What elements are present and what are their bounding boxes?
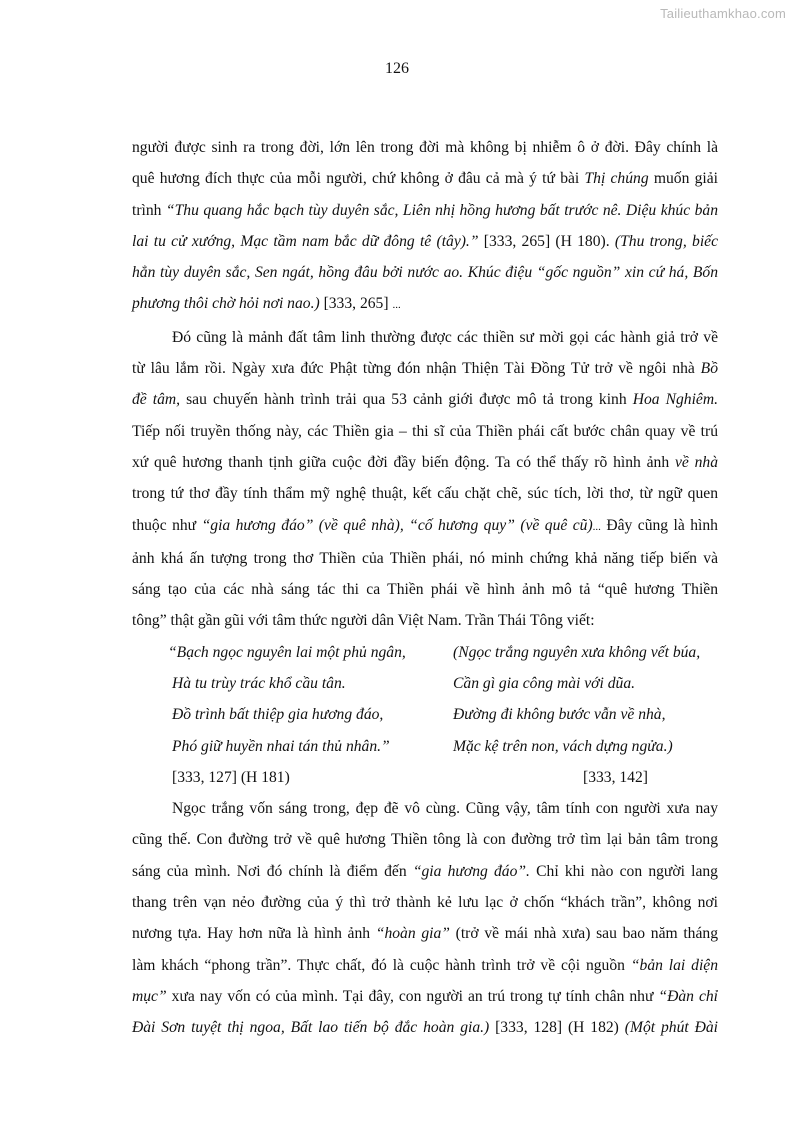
text-line: tông” thật gần gũi với tâm thức người dân Việt Nam. Trần Thái Tông viết: [132, 612, 595, 630]
text-line: thang trên vạn nẻo đường của ý thì trở thành kẻ lưu lạc ở chốn “khách trần”, không nơi [132, 893, 718, 911]
text-line: phương thôi chờ hỏi nơi nao.) [333, 265] ... [132, 295, 401, 313]
poem-line: Đường đi không bước vẫn về nhà, [453, 706, 666, 724]
text-line: trong tứ thơ đầy tính thẩm mỹ nghệ thuật, kết cấu chặt chẽ, súc tích, lời thơ, từ ngữ quen [132, 485, 718, 503]
poem-original [168, 637, 406, 762]
poem-line: Phó giữ huyền nhai tán thủ nhân.” [172, 737, 390, 755]
text-line: lai tu cử xướng, Mạc tầm nam bắc dữ đông tê (tây).” [333, 265] (H 180). (Thu trong, biếc [132, 232, 718, 250]
poem-line: Đồ trình bất thiệp gia hương đáo, [172, 706, 384, 724]
poem-citation-translation: [333, 142] [583, 768, 648, 786]
paragraph-2 [132, 322, 718, 637]
text-line: nương tựa. Hay hơn nữa là hình ảnh “hoàn gia” (trở về mái nhà xưa) sau bao năm tháng [132, 925, 718, 943]
poem-line: “Bạch ngọc nguyên lai một phủ ngân, [168, 643, 406, 661]
text-line: đề tâm, sau chuyến hành trình trải qua 53 cảnh giới được mô tả trong kinh Hoa Nghiêm. [132, 391, 719, 409]
document-body [132, 132, 718, 1043]
page-number: 126 [385, 60, 409, 77]
paragraph-3 [132, 793, 718, 1043]
text-line: Ngọc trắng vốn sáng trong, đẹp đẽ vô cùng. Cũng vậy, tâm tính con người xưa nay [172, 800, 718, 818]
text-line: xứ quê hương thanh tịnh giữa cuộc đời đầy biến động. Ta có thể thấy rõ hình ảnh về nhà [132, 453, 718, 471]
poem-citation-original: [333, 127] (H 181) [172, 768, 290, 786]
text-line: Đài Sơn tuyệt thị ngoa, Bất lao tiến bộ đắc hoàn gia.) [333, 128] (H 182) (Một phút Đài [132, 1019, 718, 1037]
text-line: Đó cũng là mảnh đất tâm linh thường được các thiền sư mời gọi các hành giả trở về [172, 328, 718, 346]
poem-line: Mặc kệ trên non, vách dựng ngửa.) [453, 737, 673, 755]
poem-references [132, 762, 718, 793]
text-line: ảnh khá ấn tượng trong thơ Thiền của Thiền phái, nó minh chứng khả năng tiếp biến và [132, 549, 718, 567]
text-line: từ lâu lắm rồi. Ngày xưa đức Phật từng đón nhận Thiện Tài Đồng Tử trở về ngôi nhà Bồ [132, 360, 718, 378]
text-line: mục” xưa nay vốn có của mình. Tại đây, con người an trú trong tự tính chân như “Đàn chỉ [132, 987, 718, 1005]
text-line: thuộc như “gia hương đáo” (về quê nhà), “cố hương quy” (về quê cũ)... Đây cũng là hình [132, 516, 718, 534]
text-line: quê hương đích thực của mỗi người, chứ không ở đâu cả mà ý tứ bài Thị chúng muốn giải [132, 170, 718, 188]
poem-translation [453, 637, 700, 762]
watermark: Tailieuthamkhao.com [660, 6, 786, 21]
text-line: sáng của mình. Nơi đó chính là điểm đến “gia hương đáo”. Chỉ khi nào con người lang [132, 862, 718, 880]
text-line: sáng tạo của các nhà sáng tác thi ca Thiền phái về hình ảnh mô tả “quê hương Thiền [132, 581, 718, 599]
text-line: cũng thế. Con đường trở về quê hương Thiền tông là con đường trở tìm lại bản tâm trong [132, 831, 718, 849]
poem-line: (Ngọc trắng nguyên xưa không vết búa, [453, 643, 701, 661]
text-line: làm khách “phong trần”. Thực chất, đó là cuộc hành trình trở về cội nguồn “bản lai diện [132, 956, 719, 974]
text-line: hẳn tùy duyên sắc, Sen ngát, hồng đâu bởi nước ao. Khúc điệu “gốc nguồn” xin cứ há, Bốn [132, 264, 718, 282]
text-line: Tiếp nối truyền thống này, các Thiền gia – thi sĩ của Thiền phái cất bước chân quay về trú [132, 422, 718, 440]
poem-block [132, 637, 718, 762]
paragraph-1 [132, 132, 718, 322]
text-line: trình “Thu quang hắc bạch tùy duyên sắc, Liên nhị hồng hương bất trước nê. Diệu khúc bản [132, 201, 718, 219]
poem-line: Cần gì gia công mài với dũa. [453, 675, 636, 693]
poem-line: Hà tu trùy trác khổ cầu tân. [172, 675, 346, 693]
text-line: người được sinh ra trong đời, lớn lên trong đời mà không bị nhiễm ô ở đời. Đây chính là [132, 139, 718, 156]
